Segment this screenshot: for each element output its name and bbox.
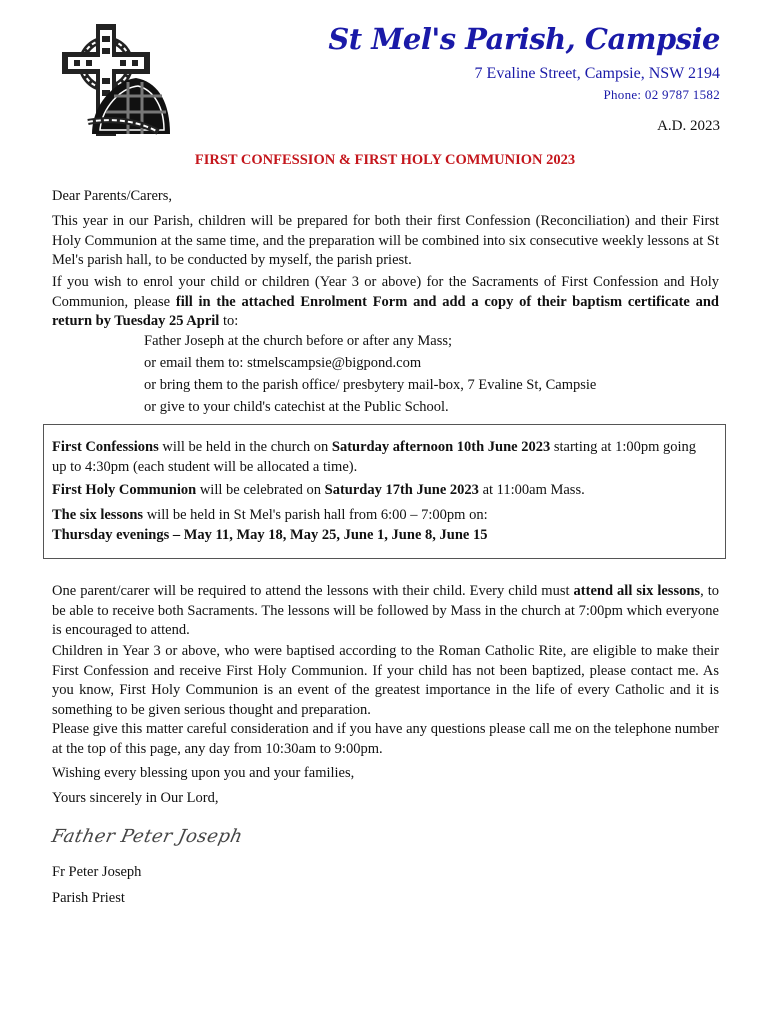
closing: Yours sincerely in Our Lord, [52,790,219,806]
signer-title: Parish Priest [52,890,125,906]
attendance-text: One parent/carer will be required to attend the lessons with their child. Every child must [52,583,574,599]
lessons-info [52,505,712,525]
schedule-box [43,424,726,559]
attendance-requirement: attend all six lessons [573,583,701,599]
option-item: or bring them to the parish office/ presbytery mail-box, 7 Evaline St, Campsie [144,377,597,393]
lessons-label: The six lessons [52,507,144,523]
option-item: or give to your child's catechist at the Public School. [144,399,449,415]
enrolment-instructions: fill in the attached Enrolment Form and add a copy of their baptism certificate and return by Tuesday 25 April [52,293,719,329]
letter-title: FIRST CONFESSION & FIRST HOLY COMMUNION 2023 [194,152,576,168]
cross-mitre-icon [58,22,176,140]
enrolment-text: If you wish to enrol your child or children (Year 3 or above) for the Sacraments of First Confession and Holy Communion, please [52,274,719,310]
lessons-text: will be held in St Mel's parish hall from 6:00 – 7:00pm on: [143,507,488,523]
greeting: Dear Parents/Carers, [52,188,172,204]
parish-logo [58,22,176,140]
confession-time: starting at 1:00pm going up to 4:30pm (each student will be allocated a time). [52,439,697,475]
confession-text: will be held in the church on [158,439,332,455]
handwritten-signature: Father Peter Joseph [49,826,245,847]
paragraph-attendance [52,582,719,641]
attendance-end: , to be able to receive both Sacraments. The lessons will be followed by Mass in the church at 7:00pm which everyone is encouraged to attend. [52,583,719,638]
blessing: Wishing every blessing upon you and your families, [52,765,355,781]
communion-info [52,480,712,500]
communion-text: will be celebrated on [196,482,325,498]
paragraph-contact: Please give this matter careful consideration and if you have any questions please call me on the telephone number at the top of this page, any day from 10:30am to 9:00pm. [52,721,719,757]
signer-name: Fr Peter Joseph [52,864,142,880]
communion-label: First Holy Communion [52,482,197,498]
enrolment-end: to: [219,313,239,329]
letter-date: A.D. 2023 [657,118,720,134]
paragraph-intro: This year in our Parish, children will be prepared for both their first Confession (Reconciliation) and their First Holy Communion at the same time, and the preparation will be combined into six consecutive weekly lessons at St Mel's parish hall, to be conducted by myself, the parish priest. [52,213,719,268]
paragraph-enrolment [52,273,719,332]
confession-label: First Confessions [52,439,159,455]
parish-address: 7 Evaline Street, Campsie, NSW 2194 [474,65,720,82]
confession-date: Saturday afternoon 10th June 2023 [331,439,551,455]
option-item: Father Joseph at the church before or after any Mass; [144,333,453,349]
paragraph-eligibility: Children in Year 3 or above, who were baptised according to the Roman Catholic Rite, are eligible to make their First Confession and receive First Holy Communion. If your child has not been baptized, please contact me. As you know, First Holy Communion is an event of the greatest importance in the life of every Catholic and it is something to be given serious thought and preparation. [52,643,719,718]
communion-date: Saturday 17th June 2023 [324,482,479,498]
communion-time: at 11:00am Mass. [478,482,585,498]
parish-name: St Mel's Parish, Campsie [328,22,720,56]
confession-info [52,437,712,477]
parish-phone: Phone: 02 9787 1582 [603,87,720,102]
lesson-dates: Thursday evenings – May 11, May 18, May 25, June 1, June 8, June 15 [52,527,488,543]
option-item: or email them to: stmelscampsie@bigpond.com [144,355,422,371]
